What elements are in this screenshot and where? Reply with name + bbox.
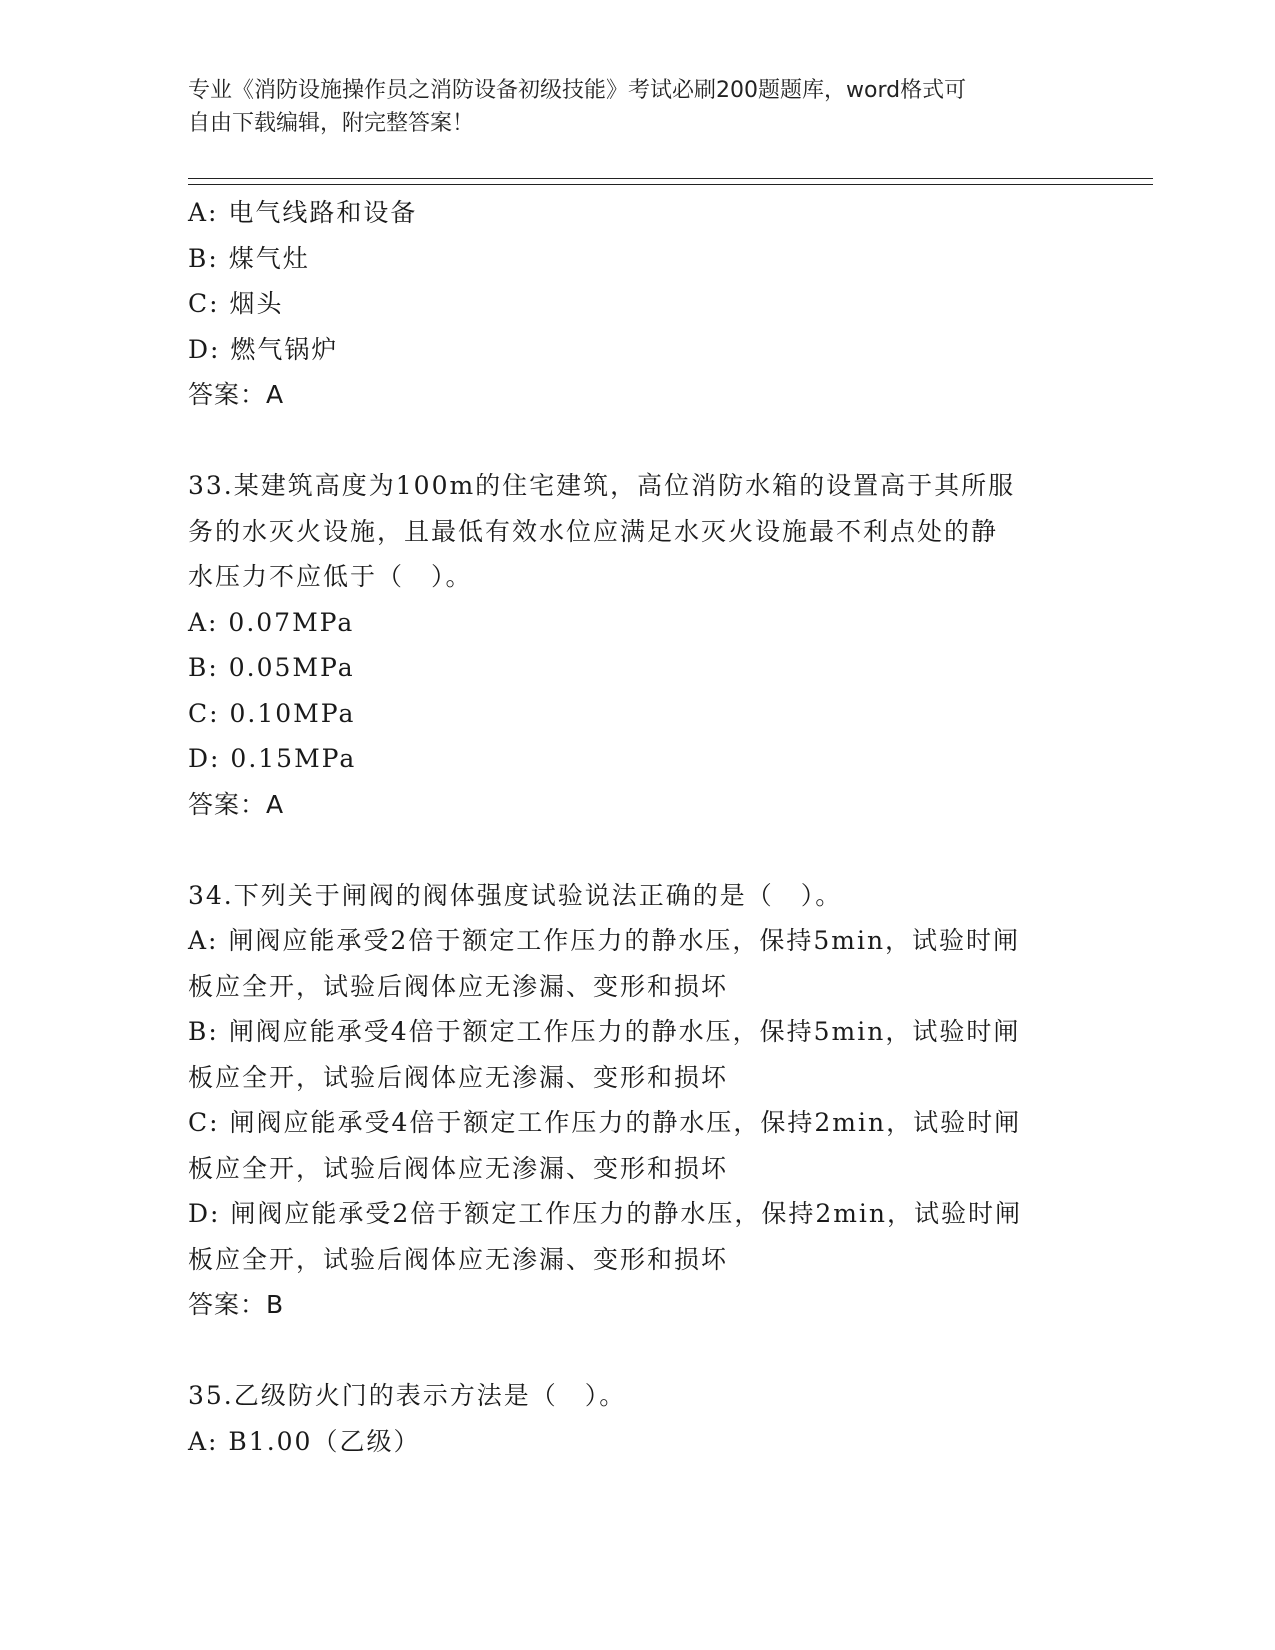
option-a: A: B1.00（乙级） <box>188 1426 421 1456</box>
answer: 答案：A <box>188 380 285 409</box>
header-line-2: 自由下载编辑，附完整答案！ <box>188 111 475 136</box>
header-line-1: 专业《消防设施操作员之消防设备初级技能》考试必刷200题题库，word格式可 <box>188 78 967 103</box>
option-b-line-2: 板应全开，试验后阀体应无渗漏、变形和损坏 <box>188 1062 729 1092</box>
option-b-line-1: B: 闸阀应能承受4倍于额定工作压力的静水压，保持5min，试验时闸 <box>188 1017 1021 1046</box>
option-a-line-2: 板应全开，试验后阀体应无渗漏、变形和损坏 <box>188 971 729 1001</box>
option-a-line-1: A: 闸阀应能承受2倍于额定工作压力的静水压，保持5min，试验时闸 <box>188 926 1021 955</box>
document-body <box>188 190 1088 1464</box>
question-stem-line: 务的水灭火设施，且最低有效水位应满足水灭火设施最不利点处的静 <box>188 516 999 546</box>
option-c: C: 0.10MPa <box>188 698 356 728</box>
option-d-line-1: D: 闸阀应能承受2倍于额定工作压力的静水压，保持2min，试验时闸 <box>188 1199 1023 1228</box>
option-c-line-2: 板应全开，试验后阀体应无渗漏、变形和损坏 <box>188 1153 729 1183</box>
answer: 答案：A <box>188 789 285 819</box>
answer: 答案：B <box>188 1290 285 1319</box>
question-35 <box>188 1373 1088 1464</box>
option-c: C: 烟头 <box>188 289 284 318</box>
question-stem-line: 34.下列关于闸阀的阀体强度试验说法正确的是（ ）。 <box>188 880 843 910</box>
question-32-fragment <box>188 190 1088 418</box>
option-b: B: 0.05MPa <box>188 653 355 682</box>
option-b: B: 煤气灶 <box>188 243 310 273</box>
header-rule-bottom <box>188 184 1153 185</box>
option-a: A: 电气线路和设备 <box>188 198 418 227</box>
header-rule-top <box>188 178 1153 179</box>
spacer <box>188 1328 1088 1374</box>
option-c-line-1: C: 闸阀应能承受4倍于额定工作压力的静水压，保持2min，试验时闸 <box>188 1108 1022 1137</box>
option-d: D: 燃气锅炉 <box>188 334 339 364</box>
question-stem-line: 水压力不应低于（ ）。 <box>188 562 473 591</box>
question-33 <box>188 463 1088 827</box>
document-header <box>188 74 1068 140</box>
question-stem-line: 33.某建筑高度为100m的住宅建筑，高位消防水箱的设置高于其所服 <box>188 471 1016 500</box>
question-stem-line: 35.乙级防火门的表示方法是（ ）。 <box>188 1381 627 1410</box>
question-34 <box>188 873 1088 1328</box>
option-d-line-2: 板应全开，试验后阀体应无渗漏、变形和损坏 <box>188 1244 729 1274</box>
spacer <box>188 827 1088 873</box>
spacer <box>188 418 1088 464</box>
option-a: A: 0.07MPa <box>188 607 355 637</box>
option-d: D: 0.15MPa <box>188 744 357 773</box>
